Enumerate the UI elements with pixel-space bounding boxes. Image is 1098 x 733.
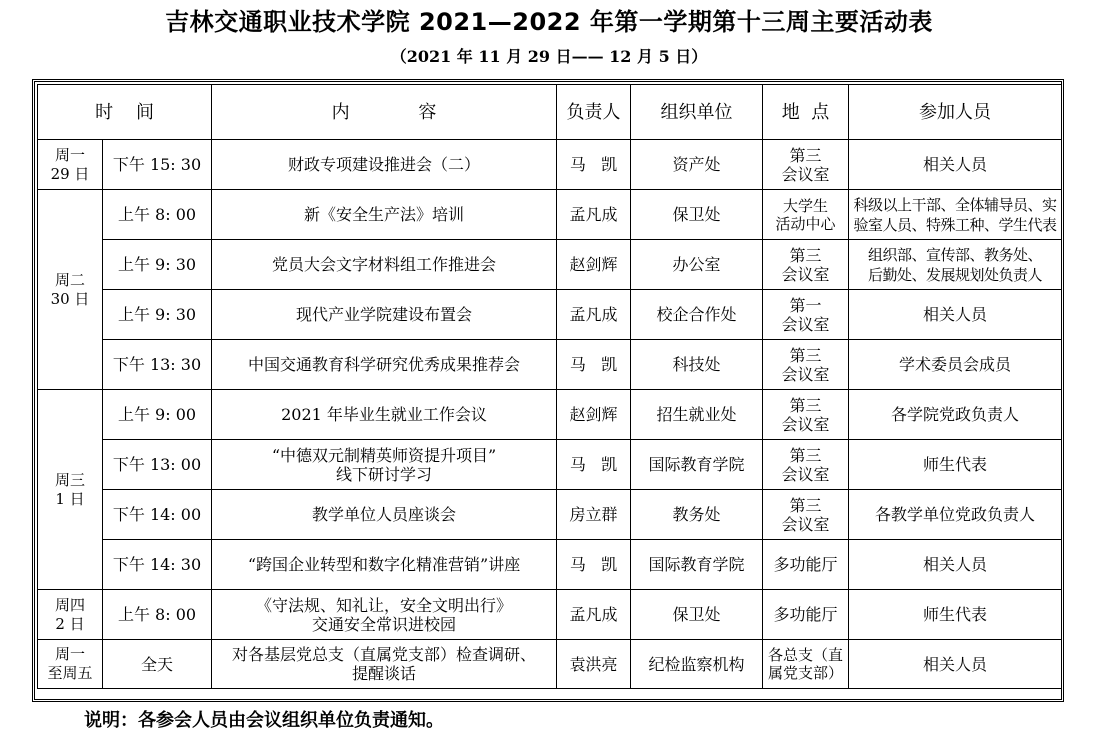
content-cell: 教学单位人员座谈会 xyxy=(212,490,557,540)
table-row xyxy=(38,640,1062,689)
org-cell: 纪检监察机构 xyxy=(631,640,763,689)
time-cell: 下午 14: 30 xyxy=(103,540,212,590)
place-cell: 多功能厅 xyxy=(763,590,849,640)
col-time: 时 间 xyxy=(38,85,212,140)
place-cell: 第三 会议室 xyxy=(763,440,849,490)
col-lead: 负责人 xyxy=(557,85,631,140)
day-cell-mon: 周一 29 日 xyxy=(38,140,103,190)
day-cell-wed: 周三 1 日 xyxy=(38,390,103,590)
content-cell: 对各基层党总支（直属党支部）检查调研、 提醒谈话 xyxy=(212,640,557,689)
time-cell: 下午 13: 30 xyxy=(103,340,212,390)
content-cell: 2021 年毕业生就业工作会议 xyxy=(212,390,557,440)
org-cell: 国际教育学院 xyxy=(631,440,763,490)
place-cell: 各总支（直 属党支部） xyxy=(763,640,849,689)
org-cell: 资产处 xyxy=(631,140,763,190)
org-cell: 校企合作处 xyxy=(631,290,763,340)
table-row xyxy=(38,340,1062,390)
lead-cell: 赵剑辉 xyxy=(557,390,631,440)
content-cell: 中国交通教育科学研究优秀成果推荐会 xyxy=(212,340,557,390)
attendees-cell: 师生代表 xyxy=(849,440,1062,490)
content-cell: 现代产业学院建设布置会 xyxy=(212,290,557,340)
time-cell: 全天 xyxy=(103,640,212,689)
content-cell: 财政专项建设推进会（二） xyxy=(212,140,557,190)
time-cell: 上午 8: 00 xyxy=(103,590,212,640)
lead-cell: 马 凯 xyxy=(557,540,631,590)
attendees-cell: 各学院党政负责人 xyxy=(849,390,1062,440)
attendees-cell: 各教学单位党政负责人 xyxy=(849,490,1062,540)
place-cell: 第三 会议室 xyxy=(763,490,849,540)
day-cell-thu: 周四 2 日 xyxy=(38,590,103,640)
header-row xyxy=(38,85,1062,140)
table-row xyxy=(38,440,1062,490)
attendees-cell: 科级以上干部、全体辅导员、实 验室人员、特殊工种、学生代表 xyxy=(849,190,1062,240)
org-cell: 科技处 xyxy=(631,340,763,390)
day-cell-week: 周一 至周五 xyxy=(38,640,103,689)
content-cell: “跨国企业转型和数字化精准营销”讲座 xyxy=(212,540,557,590)
date-range: （2021 年 11 月 29 日—— 12 月 5 日） xyxy=(390,47,708,66)
place-cell: 第三 会议室 xyxy=(763,140,849,190)
attendees-cell: 师生代表 xyxy=(849,590,1062,640)
org-cell: 教务处 xyxy=(631,490,763,540)
content-cell: 新《安全生产法》培训 xyxy=(212,190,557,240)
footer-note: 说明：各参会人员由会议组织单位负责通知。 xyxy=(84,710,444,731)
lead-cell: 孟凡成 xyxy=(557,190,631,240)
table-row xyxy=(38,140,1062,190)
time-cell: 下午 13: 00 xyxy=(103,440,212,490)
table-row xyxy=(38,590,1062,640)
col-place: 地 点 xyxy=(763,85,849,140)
col-org: 组织单位 xyxy=(631,85,763,140)
lead-cell: 孟凡成 xyxy=(557,590,631,640)
content-cell: “中德双元制精英师资提升项目” 线下研讨学习 xyxy=(212,440,557,490)
time-cell: 上午 9: 30 xyxy=(103,240,212,290)
lead-cell: 马 凯 xyxy=(557,140,631,190)
page-title: 吉林交通职业技术学院 2021—2022 年第一学期第十三周主要活动表 xyxy=(165,8,933,36)
content-cell: 《守法规、知礼让，安全文明出行》 交通安全常识进校园 xyxy=(212,590,557,640)
attendees-cell: 组织部、宣传部、教务处、 后勤处、发展规划处负责人 xyxy=(849,240,1062,290)
org-cell: 保卫处 xyxy=(631,590,763,640)
time-cell: 下午 15: 30 xyxy=(103,140,212,190)
org-cell: 招生就业处 xyxy=(631,390,763,440)
org-cell: 办公室 xyxy=(631,240,763,290)
activity-table xyxy=(37,84,1062,689)
lead-cell: 赵剑辉 xyxy=(557,240,631,290)
place-cell: 第三 会议室 xyxy=(763,240,849,290)
lead-cell: 孟凡成 xyxy=(557,290,631,340)
lead-cell: 袁洪亮 xyxy=(557,640,631,689)
table-row xyxy=(38,240,1062,290)
lead-cell: 马 凯 xyxy=(557,440,631,490)
org-cell: 保卫处 xyxy=(631,190,763,240)
col-attendees: 参加人员 xyxy=(849,85,1062,140)
table-row xyxy=(38,540,1062,590)
time-cell: 上午 9: 30 xyxy=(103,290,212,340)
table-row xyxy=(38,290,1062,340)
attendees-cell: 学术委员会成员 xyxy=(849,340,1062,390)
content-cell: 党员大会文字材料组工作推进会 xyxy=(212,240,557,290)
attendees-cell: 相关人员 xyxy=(849,640,1062,689)
place-cell: 第三 会议室 xyxy=(763,390,849,440)
table-row xyxy=(38,490,1062,540)
table-row xyxy=(38,190,1062,240)
col-content: 内 容 xyxy=(212,85,557,140)
place-cell: 多功能厅 xyxy=(763,540,849,590)
attendees-cell: 相关人员 xyxy=(849,540,1062,590)
place-cell: 大学生 活动中心 xyxy=(763,190,849,240)
lead-cell: 房立群 xyxy=(557,490,631,540)
time-cell: 下午 14: 00 xyxy=(103,490,212,540)
attendees-cell: 相关人员 xyxy=(849,140,1062,190)
lead-cell: 马 凯 xyxy=(557,340,631,390)
place-cell: 第一 会议室 xyxy=(763,290,849,340)
day-cell-tue: 周二 30 日 xyxy=(38,190,103,390)
place-cell: 第三 会议室 xyxy=(763,340,849,390)
time-cell: 上午 9: 00 xyxy=(103,390,212,440)
org-cell: 国际教育学院 xyxy=(631,540,763,590)
time-cell: 上午 8: 00 xyxy=(103,190,212,240)
attendees-cell: 相关人员 xyxy=(849,290,1062,340)
table-row xyxy=(38,390,1062,440)
